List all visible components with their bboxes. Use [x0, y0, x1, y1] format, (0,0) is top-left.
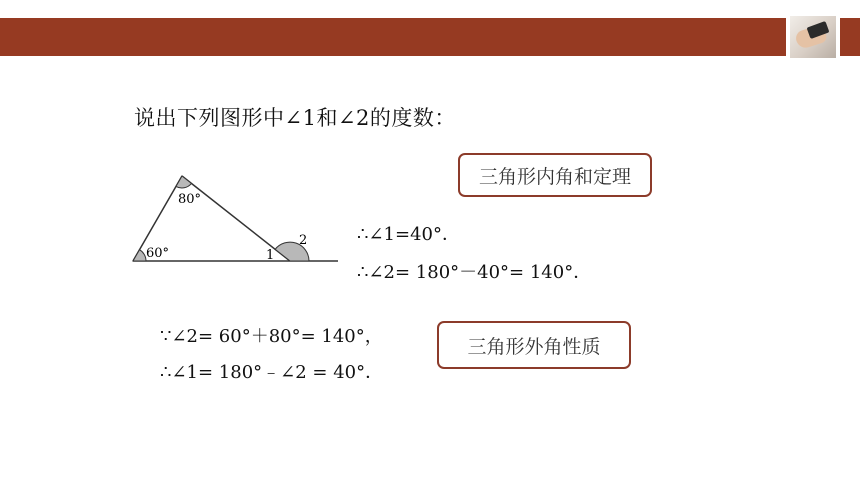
left-angle-label: 60° [146, 246, 170, 261]
left-angle-marker [133, 250, 146, 261]
solution1-line1: ∴∠1=40°． [357, 224, 460, 245]
interior-angle-theorem-text: 三角形内角和定理 [478, 165, 631, 188]
solution1-line2: ∴∠2= 180°－40°= 140°． [357, 262, 592, 283]
angle-2-label: 2 [299, 233, 308, 248]
top-angle-label: 80° [178, 192, 202, 207]
question-text: 说出下列图形中∠1和∠2的度数： [134, 106, 456, 130]
interior-angle-theorem-tag [458, 153, 652, 197]
solution2-line2: ∴∠1= 180°﹣∠2 = 40°． [160, 362, 384, 383]
solution2-line1: ∵∠2= 60°＋80°= 140°， [160, 326, 383, 347]
top-angle-marker [176, 176, 191, 188]
exterior-angle-property-text: 三角形外角性质 [467, 335, 601, 358]
angle-1-label: 1 [266, 248, 275, 263]
exterior-angle-property-tag [437, 321, 631, 369]
